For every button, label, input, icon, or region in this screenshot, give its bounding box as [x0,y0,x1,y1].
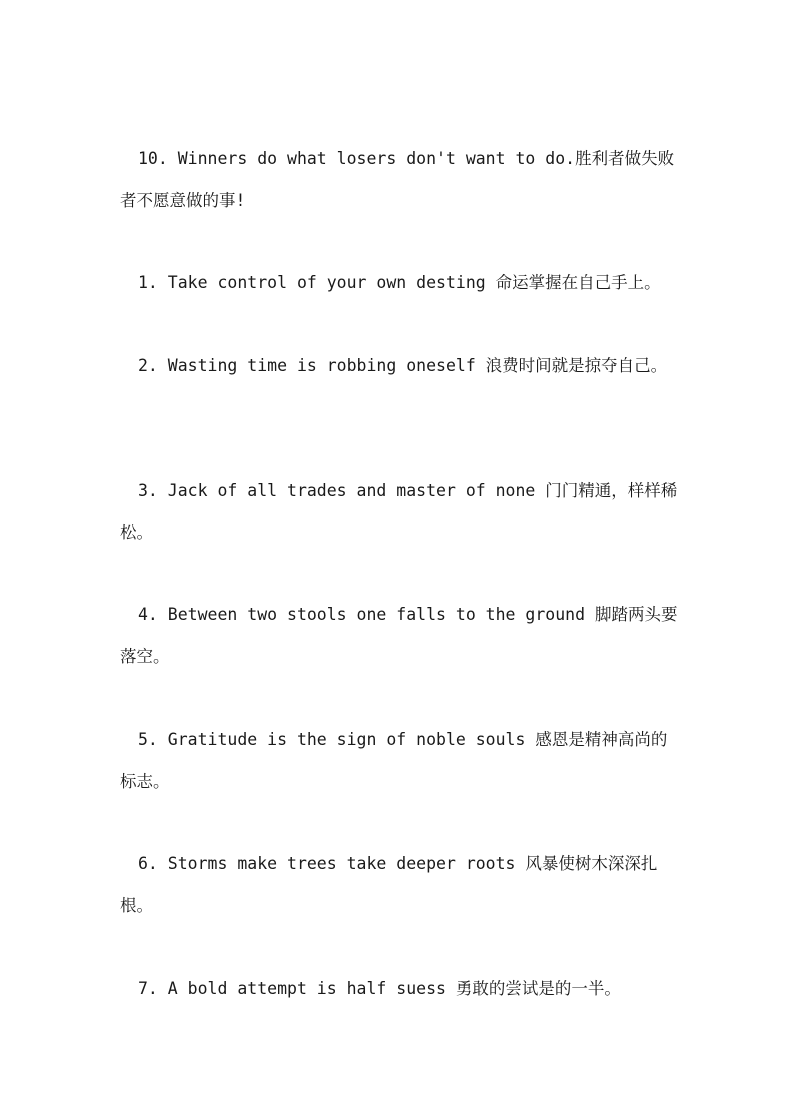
paragraph-proverb-5: 5. Gratitude is the sign of noble souls 感恩是精神高尚的标志。 [120,730,668,791]
paragraph-proverb-1: 1. Take control of your own desting 命运掌握在自己手上。 [138,273,661,292]
paragraph-proverb-7: 7. A bold attempt is half suess 勇敢的尝试是的一半。 [138,979,621,998]
paragraph-proverb-4: 4. Between two stools one falls to the ground 脚踏两头要落空。 [120,605,678,666]
paragraph-proverb-6: 6. Storms make trees take deeper roots 风暴使树木深深扎根。 [120,854,658,915]
paragraph-proverb-10: 10. Winners do what losers don't want to do.胜利者做失败者不愿意做的事! [120,149,675,210]
paragraph-proverb-2: 2. Wasting time is robbing oneself 浪费时间就是掠夺自己。 [138,356,668,375]
paragraph-proverb-3: 3. Jack of all trades and master of none 门门精通，样样稀松。 [120,481,678,542]
